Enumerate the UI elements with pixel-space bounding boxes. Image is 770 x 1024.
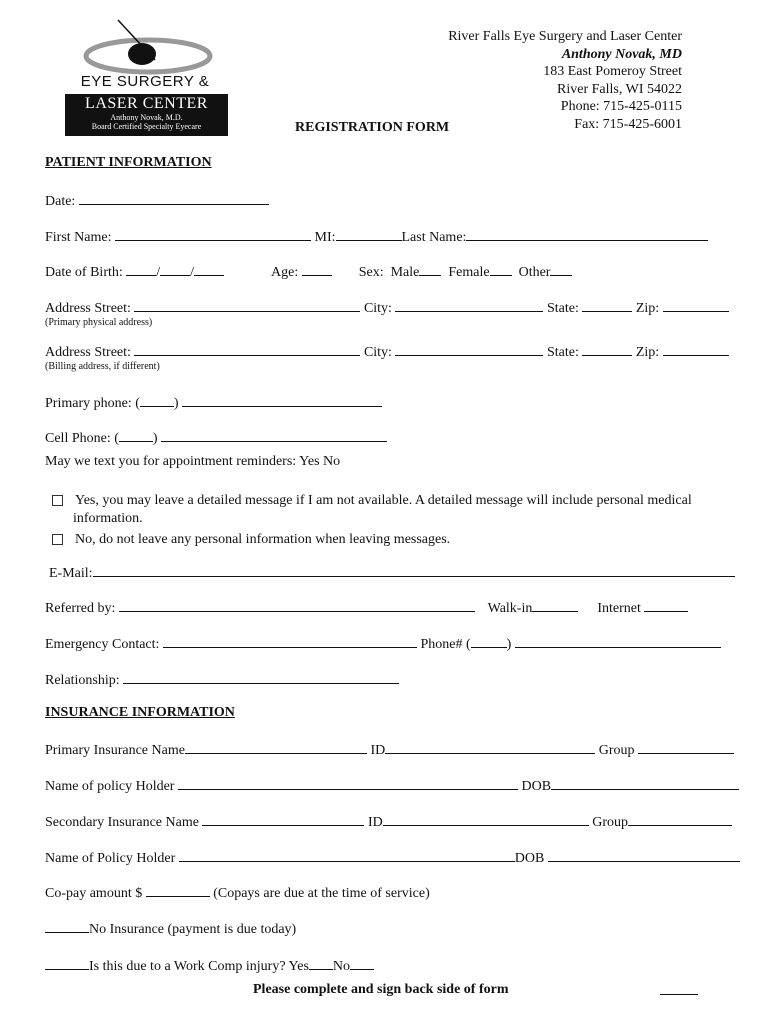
name-row (45, 228, 708, 246)
zip-label: Zip: (635, 301, 660, 316)
internet-label: Internet (597, 601, 641, 616)
policy-holder-1-field[interactable] (178, 777, 518, 790)
address-street-label-2: Address Street: (45, 345, 131, 360)
primary-state-field[interactable] (582, 299, 632, 312)
dob-month-field[interactable] (126, 263, 156, 276)
work-comp-field[interactable] (45, 957, 89, 970)
work-comp-no-field[interactable] (350, 957, 374, 970)
text-reminder-question: May we text you for appointment reminders: Yes No (45, 454, 341, 469)
insurance-section-heading: INSURANCE INFORMATION (45, 705, 235, 720)
internet-field[interactable] (644, 599, 688, 612)
cell-phone-label: Cell Phone: ( (45, 431, 119, 446)
zip-label-2: Zip: (635, 345, 660, 360)
street-address: 183 East Pomeroy Street (543, 64, 682, 79)
date-row (45, 192, 269, 210)
cell-phone-area-field[interactable] (119, 429, 153, 442)
billing-address-note: (Billing address, if different) (45, 361, 160, 372)
work-comp-yes-field[interactable] (309, 957, 333, 970)
fax-number: Fax: 715-425-6001 (574, 116, 682, 132)
first-name-field[interactable] (115, 228, 311, 241)
dob-year-field[interactable] (194, 263, 224, 276)
male-field[interactable] (419, 263, 441, 276)
last-name-label: Last Name: (401, 230, 467, 245)
leave-message-yes-continued: information. (73, 511, 143, 526)
patient-section-heading: PATIENT INFORMATION (45, 155, 212, 170)
primary-zip-field[interactable] (663, 299, 729, 312)
leave-message-no-checkbox[interactable] (52, 534, 63, 545)
policy-holder-2-label: Name of Policy Holder (45, 851, 176, 866)
primary-group-label: Group (598, 743, 635, 758)
state-label-2: State: (546, 345, 579, 360)
primary-insurance-label: Primary Insurance Name (45, 743, 185, 758)
logo-subtitle: LASER CENTER (85, 95, 208, 112)
emergency-contact-row (45, 635, 721, 653)
dob-slash-2: / (190, 265, 195, 280)
male-label: Male (390, 265, 420, 280)
policy-holder-1-label: Name of policy Holder (45, 779, 175, 794)
billing-state-field[interactable] (582, 343, 632, 356)
practice-logo (60, 18, 235, 140)
primary-phone-label: Primary phone: ( (45, 396, 140, 411)
leave-message-no-label: No, do not leave any personal information when leaving messages. (75, 532, 451, 547)
email-label: E-Mail: (49, 566, 93, 581)
policy-holder-2-row (45, 849, 740, 867)
secondary-insurance-label: Secondary Insurance Name (45, 815, 199, 830)
leave-message-yes-label: Yes, you may leave a detailed message if I am not available. A detailed message will include personal medical (75, 493, 692, 508)
female-field[interactable] (490, 263, 512, 276)
cell-phone-row (45, 429, 387, 447)
policy-holder-1-row (45, 777, 739, 795)
no-insurance-row (45, 920, 296, 938)
city-address: River Falls, WI 54022 (557, 81, 682, 97)
mi-label: MI: (314, 230, 336, 245)
logo-title: EYE SURGERY & (80, 73, 210, 90)
leave-message-yes-option (52, 493, 692, 509)
primary-insurance-field[interactable] (185, 741, 367, 754)
logo-banner (65, 94, 228, 136)
no-insurance-label: No Insurance (payment is due today) (89, 922, 297, 937)
dob-day-field[interactable] (160, 263, 190, 276)
primary-id-field[interactable] (385, 741, 595, 754)
walk-in-field[interactable] (532, 599, 578, 612)
billing-city-field[interactable] (395, 343, 543, 356)
practice-name: River Falls Eye Surgery and Laser Center (448, 29, 682, 44)
policy-holder-2-dob-label: DOB (514, 851, 545, 866)
referred-by-label: Referred by: (45, 601, 116, 616)
primary-phone-close-paren: ) (173, 396, 179, 411)
primary-id-label: ID (370, 743, 386, 758)
emergency-phone-close-paren: ) (506, 637, 512, 652)
billing-address-row (45, 343, 729, 361)
copay-field[interactable] (146, 884, 210, 897)
billing-zip-field[interactable] (663, 343, 729, 356)
primary-address-note: (Primary physical address) (45, 317, 153, 328)
copay-label: Co-pay amount $ (45, 886, 143, 901)
secondary-insurance-row (45, 813, 732, 831)
referred-by-field[interactable] (119, 599, 475, 612)
secondary-insurance-field[interactable] (202, 813, 364, 826)
secondary-id-label: ID (367, 815, 383, 830)
copay-note: (Copays are due at the time of service) (213, 886, 430, 901)
dob-slash-1: / (156, 265, 161, 280)
secondary-group-field[interactable] (628, 813, 732, 826)
date-field[interactable] (79, 192, 269, 205)
initials-field[interactable] (660, 982, 698, 995)
initials-line (660, 982, 698, 1000)
work-comp-label: Is this due to a Work Comp injury? Yes (89, 959, 309, 974)
state-label: State: (546, 301, 579, 316)
work-comp-no-label: No (332, 959, 351, 974)
date-label: Date: (45, 194, 76, 209)
cell-phone-field[interactable] (161, 429, 387, 442)
logo-doctor: Anthony Novak, M.D. (110, 113, 183, 122)
leave-message-no-option (52, 532, 450, 548)
other-field[interactable] (550, 263, 572, 276)
age-field[interactable] (302, 263, 332, 276)
leave-message-yes-checkbox[interactable] (52, 495, 63, 506)
email-field[interactable] (93, 564, 735, 577)
address-street-label: Address Street: (45, 301, 131, 316)
phone-number: Phone: 715-425-0115 (560, 99, 682, 114)
emergency-phone-label: Phone# ( (420, 637, 471, 652)
emergency-phone-field[interactable] (515, 635, 721, 648)
female-label: Female (448, 265, 490, 280)
form-title: REGISTRATION FORM (295, 120, 450, 135)
policy-holder-2-dob-field[interactable] (548, 849, 740, 862)
relationship-row (45, 671, 399, 689)
policy-holder-2-field[interactable] (179, 849, 515, 862)
cell-phone-close-paren: ) (152, 431, 158, 446)
dob-row (45, 263, 224, 281)
walk-in-label: Walk-in (487, 601, 533, 616)
city-label-2: City: (363, 345, 392, 360)
email-row (49, 564, 735, 582)
primary-phone-area-field[interactable] (140, 394, 174, 407)
no-insurance-field[interactable] (45, 920, 89, 933)
mi-field[interactable] (336, 228, 402, 241)
sex-label: Sex: (358, 265, 384, 280)
policy-holder-1-dob-label: DOB (521, 779, 552, 794)
primary-phone-row (45, 394, 382, 412)
other-label: Other (518, 265, 551, 280)
relationship-label: Relationship: (45, 673, 120, 688)
policy-holder-1-dob-field[interactable] (551, 777, 739, 790)
emergency-contact-field[interactable] (163, 635, 417, 648)
footer-instruction: Please complete and sign back side of form (253, 982, 509, 997)
last-name-field[interactable] (466, 228, 708, 241)
primary-address-row (45, 299, 729, 317)
secondary-group-label: Group (592, 815, 628, 830)
emergency-phone-area-field[interactable] (471, 635, 507, 648)
secondary-id-field[interactable] (383, 813, 589, 826)
logo-tagline: Board Certified Specialty Eyecare (91, 122, 202, 131)
city-label: City: (363, 301, 392, 316)
first-name-label: First Name: (45, 230, 112, 245)
primary-group-field[interactable] (638, 741, 734, 754)
dob-label: Date of Birth: (45, 265, 123, 280)
primary-city-field[interactable] (395, 299, 543, 312)
primary-street-field[interactable] (134, 299, 360, 312)
copay-row (45, 884, 430, 902)
billing-street-field[interactable] (134, 343, 360, 356)
practice-address-block (448, 28, 682, 133)
doctor-name: Anthony Novak, MD (561, 46, 682, 62)
referral-row (45, 599, 688, 617)
relationship-field[interactable] (123, 671, 399, 684)
age-sex-row (271, 263, 572, 281)
primary-insurance-row (45, 741, 734, 759)
emergency-contact-label: Emergency Contact: (45, 637, 160, 652)
primary-phone-field[interactable] (182, 394, 382, 407)
age-label: Age: (271, 265, 299, 280)
work-comp-row (45, 957, 374, 975)
